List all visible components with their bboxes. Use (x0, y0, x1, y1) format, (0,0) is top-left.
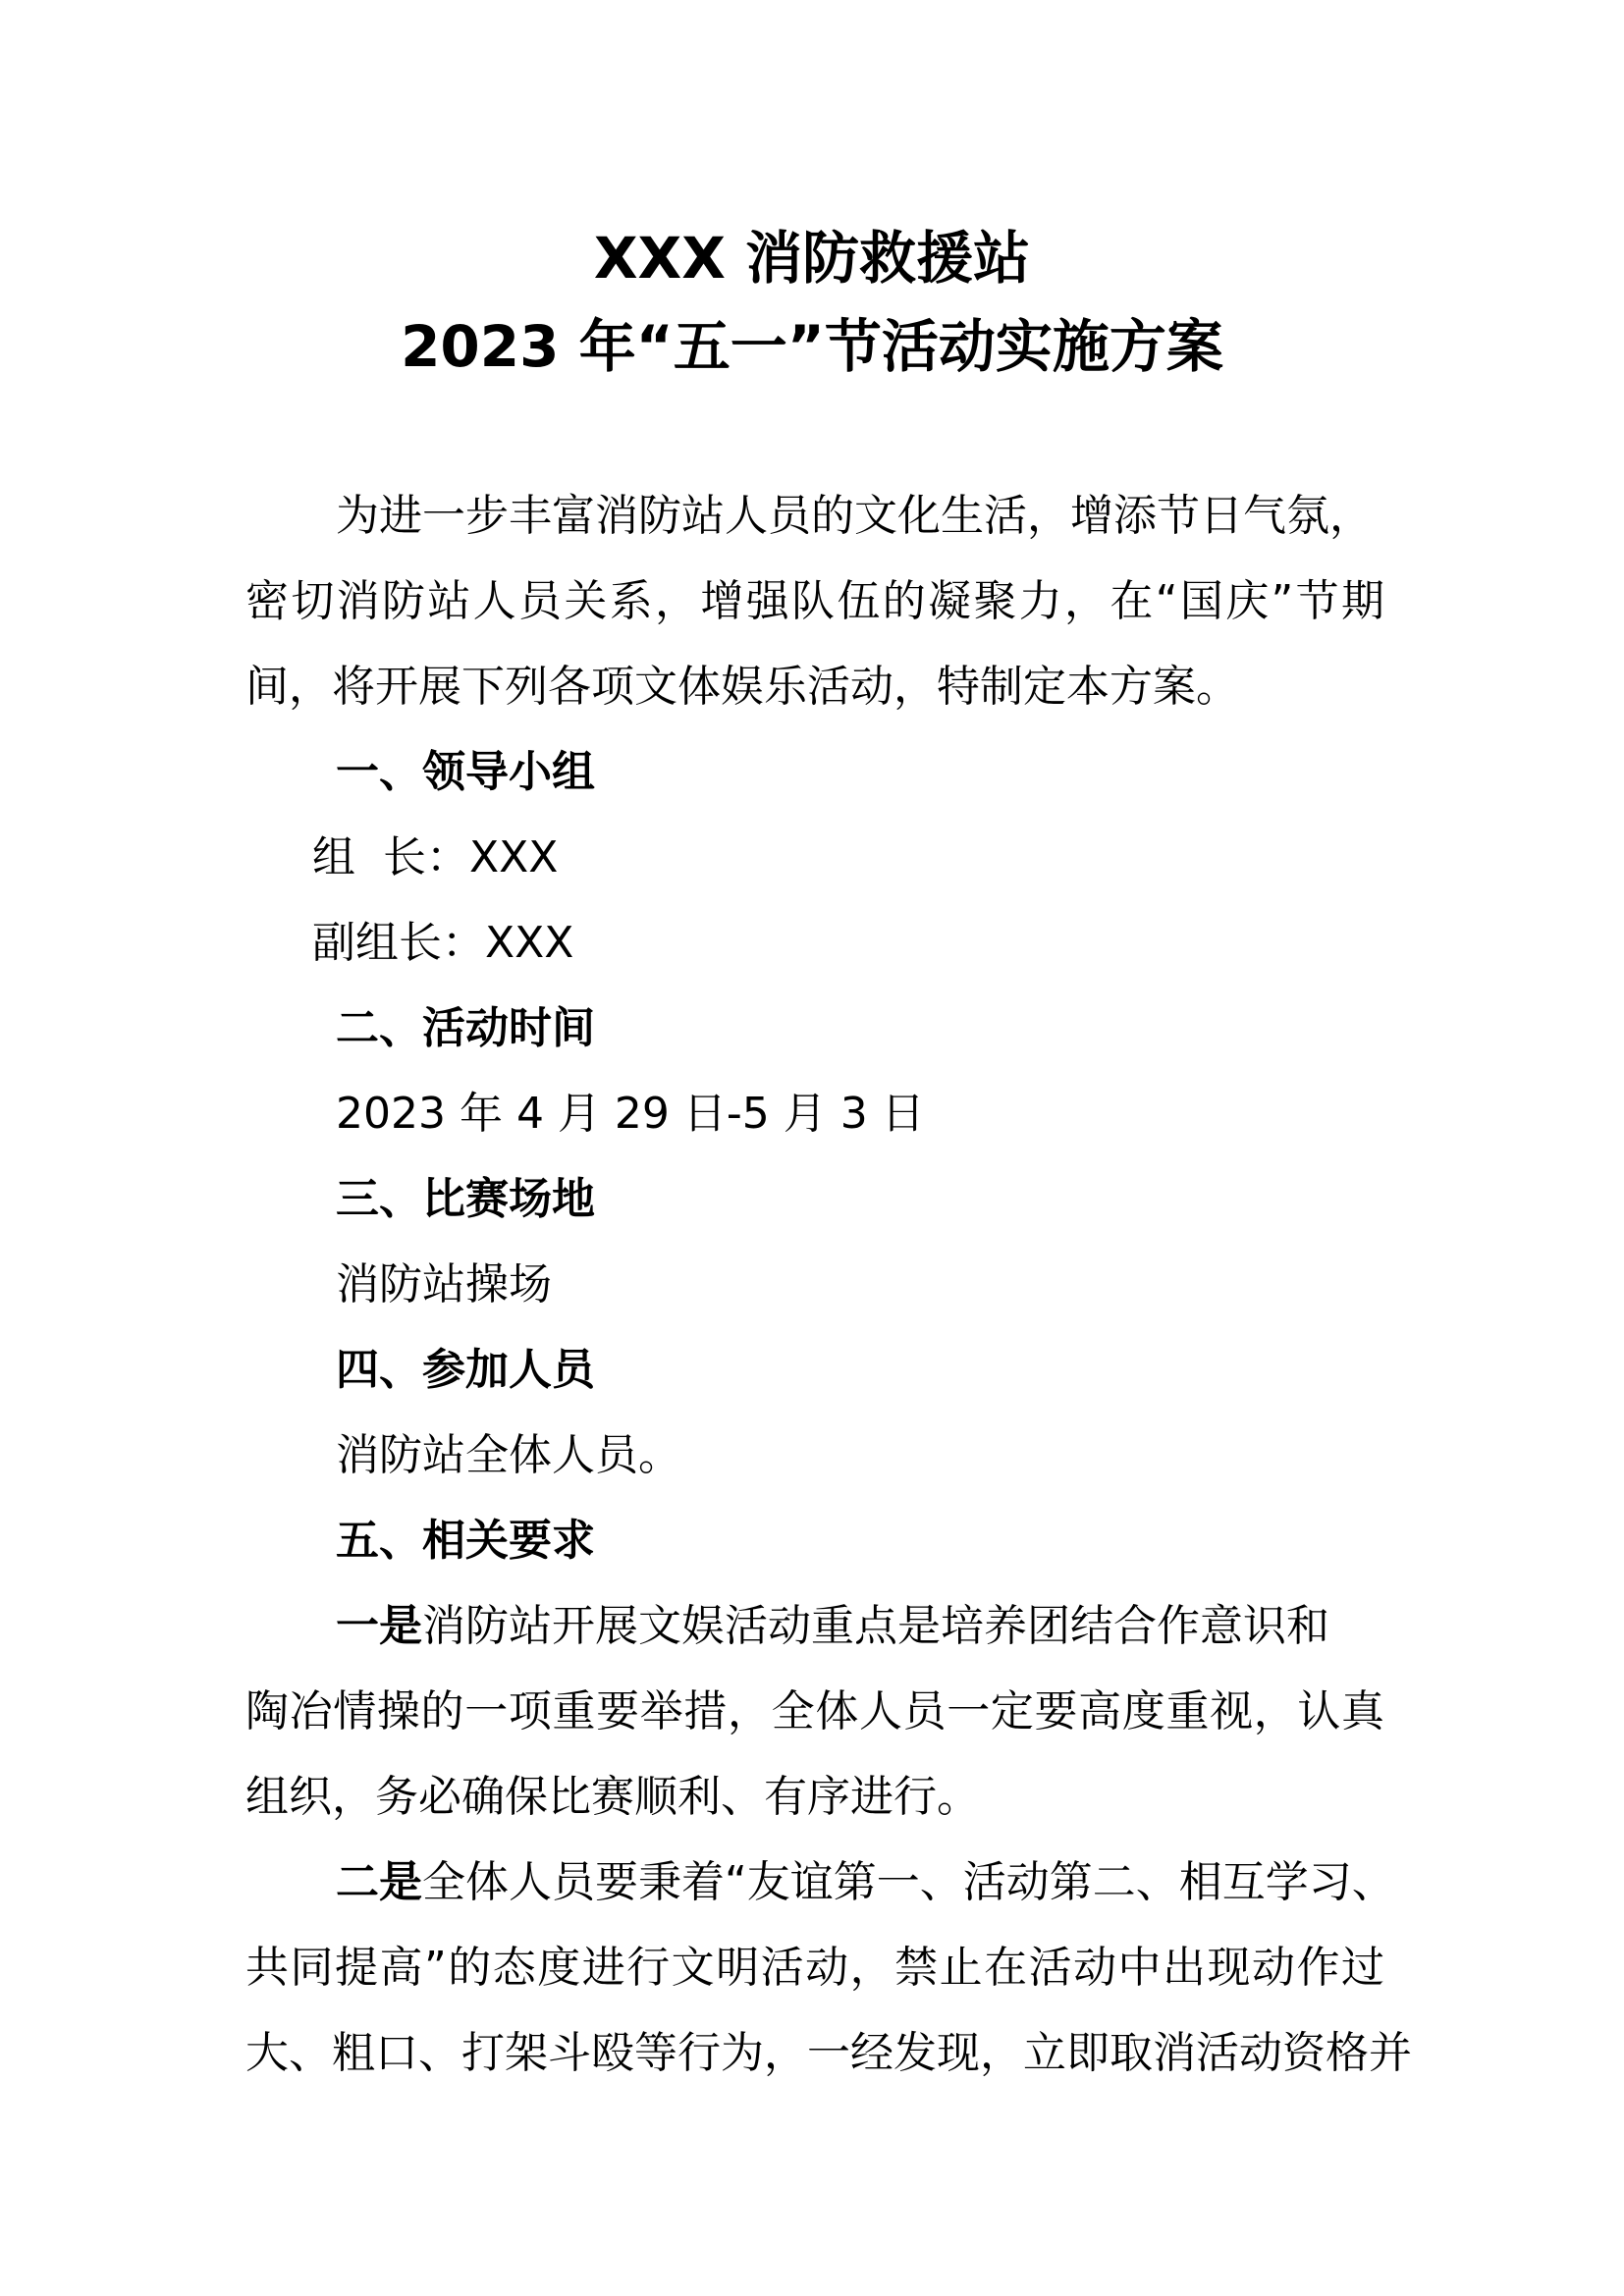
requirement-1-line-1 (336, 1597, 1329, 1656)
intro-paragraph-line-2: 密切消防站人员关系，增强队伍的凝聚力，在“国庆”节期 (245, 576, 1384, 626)
venue-text: 消防站操场 (336, 1259, 552, 1309)
section-heading-participants: 四、参加人员 (336, 1345, 595, 1395)
requirement-2-line-3: 大、粗口、打架斗殴等行为，一经发现，立即取消活动资格并 (245, 2028, 1412, 2078)
requirement-1-lead: 一是 (336, 1601, 422, 1651)
deputy-leader-line: 副组长：XXX (312, 918, 574, 968)
requirement-1-line-1-text: 消防站开展文娱活动重点是培养团结合作意识和 (422, 1601, 1329, 1651)
intro-paragraph-line-1: 为进一步丰富消防站人员的文化生活，增添节日气氛， (336, 491, 1373, 541)
requirement-1-line-3: 组织，务必确保比赛顺利、有序进行。 (245, 1772, 980, 1822)
section-heading-time: 二、活动时间 (336, 1003, 595, 1053)
section-heading-leadership: 一、领导小组 (336, 747, 595, 797)
section-heading-venue: 三、比赛场地 (336, 1174, 595, 1224)
requirement-1-line-2: 陶冶情操的一项重要举措，全体人员一定要高度重视，认真 (245, 1686, 1384, 1736)
requirement-2-line-1-text: 全体人员要秉着“友谊第一、活动第二、相互学习、 (422, 1857, 1395, 1907)
participants-text: 消防站全体人员。 (336, 1430, 681, 1480)
document-title-line-2: 2023 年“五一”节活动实施方案 (401, 313, 1223, 380)
document-title-line-1: XXX 消防救援站 (593, 225, 1031, 292)
intro-paragraph-line-3: 间，将开展下列各项文体娱乐活动，特制定本方案。 (245, 662, 1239, 712)
requirement-2-lead: 二是 (336, 1857, 422, 1907)
section-heading-requirements: 五、相关要求 (336, 1516, 595, 1566)
requirement-2-line-2: 共同提高”的态度进行文明活动，禁止在活动中出现动作过 (245, 1943, 1384, 1993)
requirement-2-line-1 (336, 1853, 1395, 1912)
activity-time-text: 2023 年 4 月 29 日-5 月 3 日 (336, 1089, 925, 1139)
leader-line: 组 长：XXX (312, 832, 559, 882)
